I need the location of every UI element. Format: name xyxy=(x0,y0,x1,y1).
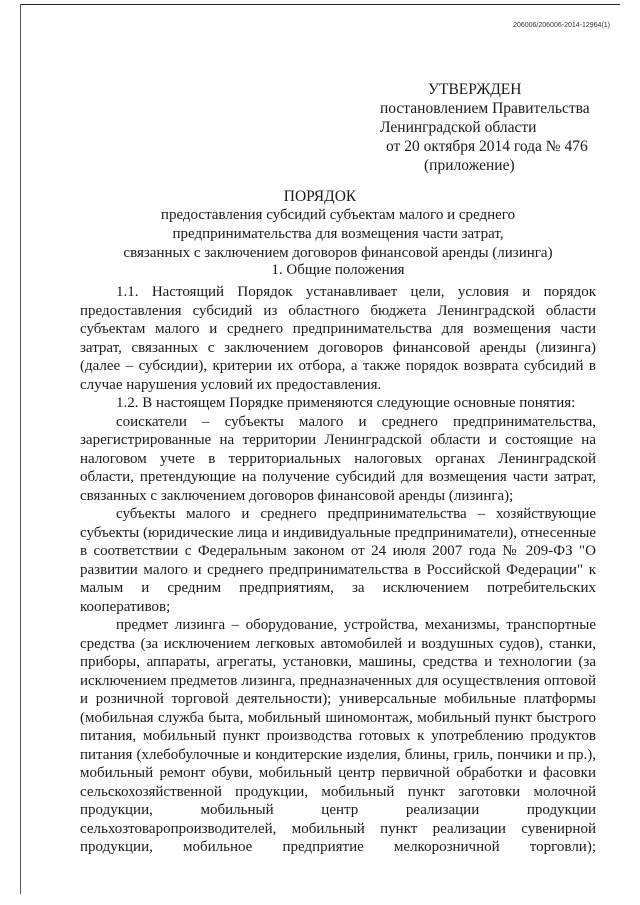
definition-sme: субъекты малого и среднего предпринимательства – хозяйствующие субъекты (юридические лица и индивидуальные предприниматели), отнесенные в соответствии с Федеральным законом от 24 июля 2007 года № 209-ФЗ "О развитии малого и среднего предпринимательства в Российской Федерации" к малым и средним предприятиям, за исключением потребительских кооперативов; xyxy=(80,506,596,615)
document-id: 206006/206006-2014-12964(1) xyxy=(513,22,610,29)
subtitle-line-2: предпринимательства для возмещения части затрат, xyxy=(172,226,504,242)
definition-leasing-subject: предмет лизинга – оборудование, устройства, механизмы, транспортные средства (за исключением легковых автомобилей и воздушных судов), станки, приборы, аппараты, агрегаты, установки, машины, средства и технологии (за исключением предметов лизинга, предназначенных для осуществления оптовой и розничной торговой деятельности); универсальные мобильные платформы (мобильная служба быта, мобильный шиномонтаж, мобильный пункт быстрого питания, мобильный пункт производства готовых к употреблению продуктов питания (хлебобулочные и кондитерские изделия, блины, гриль, пончики и пр.), мобильный ремонт обуви, мобильный центр первичной обработки и фасовки сельскохозяйственной продукции, мобильный пункт заготовки молочной продукции, мобильный центр реализации продукции сельхозтоваропроизводителей, мобильный пункт реализации сувенирной продукции, мобильное предприятие мелкорозничной торговли); xyxy=(80,617,596,855)
approval-line-resolution: постановлением Правительства xyxy=(380,100,590,117)
document-title: ПОРЯДОК xyxy=(283,188,357,205)
page-border-left xyxy=(20,4,21,894)
approval-line-appendix: (приложение) xyxy=(424,157,515,174)
definition-applicants: соискатели – субъекты малого и среднего предпринимательства, зарегистрированные на территории Ленинградской области и состоящие на налоговом учете в территориальных налоговых органах Ленинградской области, претендующие на получение субсидий для возмещения части затрат, связанных с заключением договоров финансовой аренды (лизинга); xyxy=(80,413,596,504)
approval-line-approved: УТВЕРЖДЕН xyxy=(428,81,522,98)
subtitle-line-1: предоставления субсидий субъектам малого и среднего xyxy=(160,207,516,223)
paragraph-1-1: 1.1. Настоящий Порядок устанавливает цели, условия и порядок предоставления субсидий из областного бюджета Ленинградской области субъектам малого и среднего предпринимательства для возмещения части затрат, связанных с заключением договоров финансовой аренды (лизинга) (далее – субсидии), критерии их отбора, а также порядок возврата субсидий в случае нарушения условий их предоставления. xyxy=(80,284,596,393)
approval-line-date: от 20 октября 2014 года № 476 xyxy=(386,138,588,155)
paragraph-1-2: 1.2. В настоящем Порядке применяются следующие основные понятия: xyxy=(116,395,576,411)
approval-stamp xyxy=(372,80,590,175)
document-subtitle xyxy=(0,206,640,263)
page-border-top xyxy=(20,4,620,5)
subtitle-line-3: связанных с заключением договоров финансовой аренды (лизинга) xyxy=(123,245,553,261)
document-body xyxy=(80,283,596,857)
approval-line-region: Ленинградской области xyxy=(380,119,537,136)
section-heading: 1. Общие положения xyxy=(271,262,405,278)
